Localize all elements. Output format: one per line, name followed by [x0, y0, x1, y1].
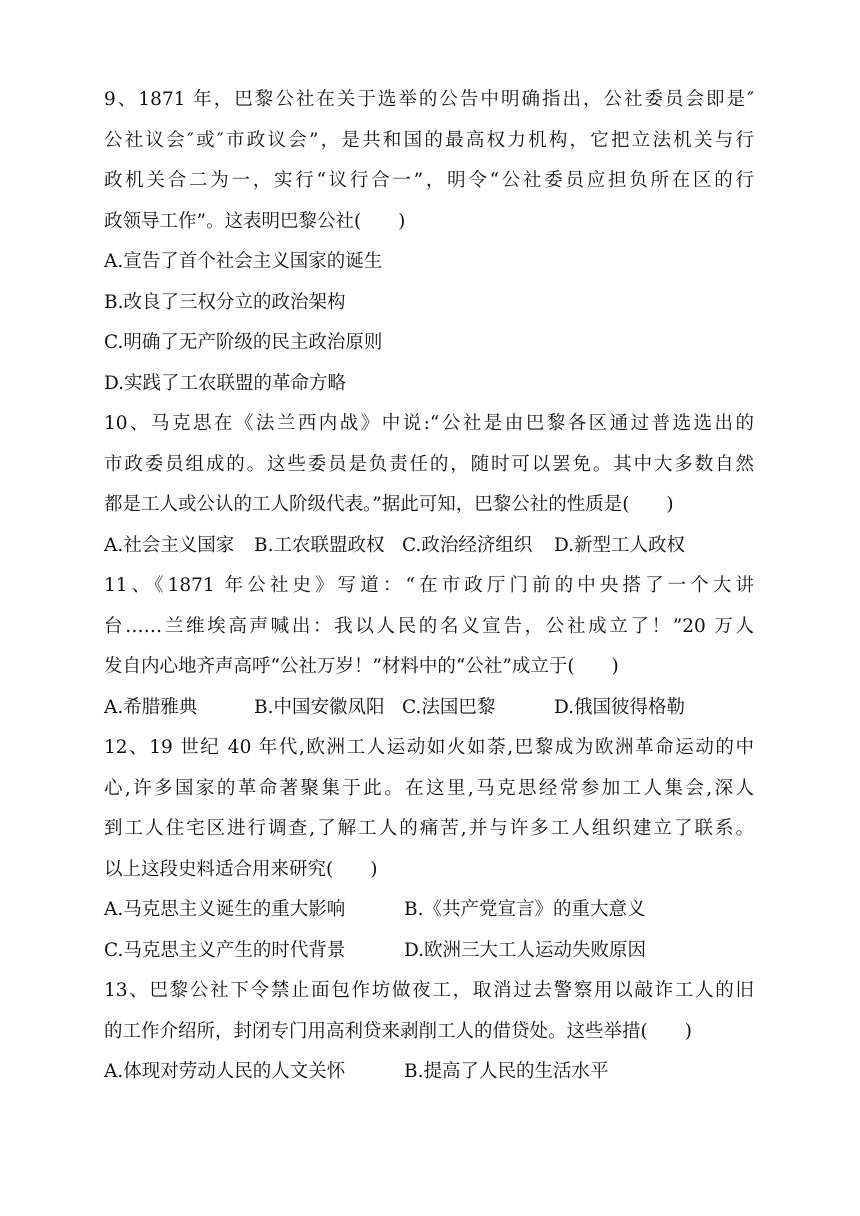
question-stem-line: 台……兰维埃高声喊出：我以人民的名义宣告，公社成立了！”20 万人: [104, 615, 754, 637]
answer-option: B.《共产党宣言》的重大意义: [404, 899, 646, 920]
question-stem-line: 9、1871 年，巴黎公社在关于选举的公告中明确指出，公社委员会即是″: [104, 89, 754, 110]
exam-page: [104, 80, 754, 1093]
answer-option: C.明确了无产阶级的民主政治原则: [104, 332, 383, 353]
question-stem-line: 公社议会″或″市政议会”，是共和国的最高权力机构，它把立法机关与行: [104, 129, 754, 151]
question-13: [104, 971, 754, 1093]
question-11: [104, 566, 754, 728]
answer-options-row: [104, 1052, 754, 1093]
answer-option: B.中国安徽凤阳: [254, 696, 385, 718]
question-9: [104, 80, 754, 404]
answer-option: C.政治经济组织: [402, 534, 533, 556]
answer-option: A.社会主义国家: [104, 534, 235, 556]
answer-options-row: [104, 688, 754, 729]
answer-option: D.实践了工农联盟的革命方略: [104, 372, 347, 394]
question-stem-line: 都是工人或公认的工人阶级代表。”据此可知，巴黎公社的性质是( ): [104, 494, 674, 515]
question-stem-line: 市政委员组成的。这些委员是负责任的，随时可以罢免。其中大多数自然: [104, 453, 754, 475]
question-stem-line: 到工人住宅区进行调查,了解工人的痛苦,并与许多工人组织建立了联系。: [104, 818, 754, 839]
answer-option: A.宣告了首个社会主义国家的诞生: [104, 251, 383, 272]
question-stem-line: 心,许多国家的革命著聚集于此。在这里,马克思经常参加工人集会,深人: [104, 777, 754, 799]
answer-option: D.俄国彼得格勒: [554, 696, 686, 718]
answer-option: B.提高了人民的生活水平: [404, 1061, 609, 1082]
answer-option: A.体现对劳动人民的人文关怀: [104, 1061, 346, 1082]
answer-option: B.改良了三权分立的政治架构: [104, 291, 346, 313]
question-stem-line: 12、19 世纪 40 年代,欧洲工人运动如火如荼,巴黎成为欧洲革命运动的中: [104, 737, 754, 758]
question-stem-line: 政机关合二为一，实行“议行合一”，明令“公社委员应担负所在区的行: [104, 170, 754, 191]
question-stem-line: 以上这段史料适合用来研究( ): [104, 858, 378, 880]
question-stem-line: 10、马克思在《法兰西内战》中说:“公社是由巴黎各区通过普选选出的: [104, 413, 754, 434]
answer-option: B.工农联盟政权: [254, 534, 385, 556]
answer-option: D.欧洲三大工人运动失败原因: [404, 939, 647, 961]
answer-options-row: [104, 526, 754, 567]
question-stem-line: 11、《1871 年公社史》写道：“在市政厅门前的中央搭了一个大讲: [104, 575, 754, 596]
answer-option: C.法国巴黎: [402, 696, 496, 718]
answer-options-row: [104, 890, 754, 931]
question-stem-line: 13、巴黎公社下令禁止面包作坊做夜工，取消过去警察用以敲诈工人的旧: [104, 980, 754, 1001]
question-10: [104, 404, 754, 566]
answer-option: A.希腊雅典: [104, 696, 198, 718]
question-stem-line: 发自内心地齐声高呼“公社万岁！”材料中的“公社”成立于( ): [104, 656, 619, 677]
answer-option: C.马克思主义产生的时代背景: [104, 939, 346, 961]
question-stem-line: 的工作介绍所，封闭专门用高利贷来剥削工人的借贷处。这些举措( ): [104, 1020, 692, 1042]
answer-options-row: [104, 931, 754, 972]
answer-option: D.新型工人政权: [554, 534, 686, 556]
question-12: [104, 728, 754, 971]
answer-option: A.马克思主义诞生的重大影响: [104, 899, 346, 920]
question-stem-line: 政领导工作”。这表明巴黎公社( ): [104, 210, 406, 232]
